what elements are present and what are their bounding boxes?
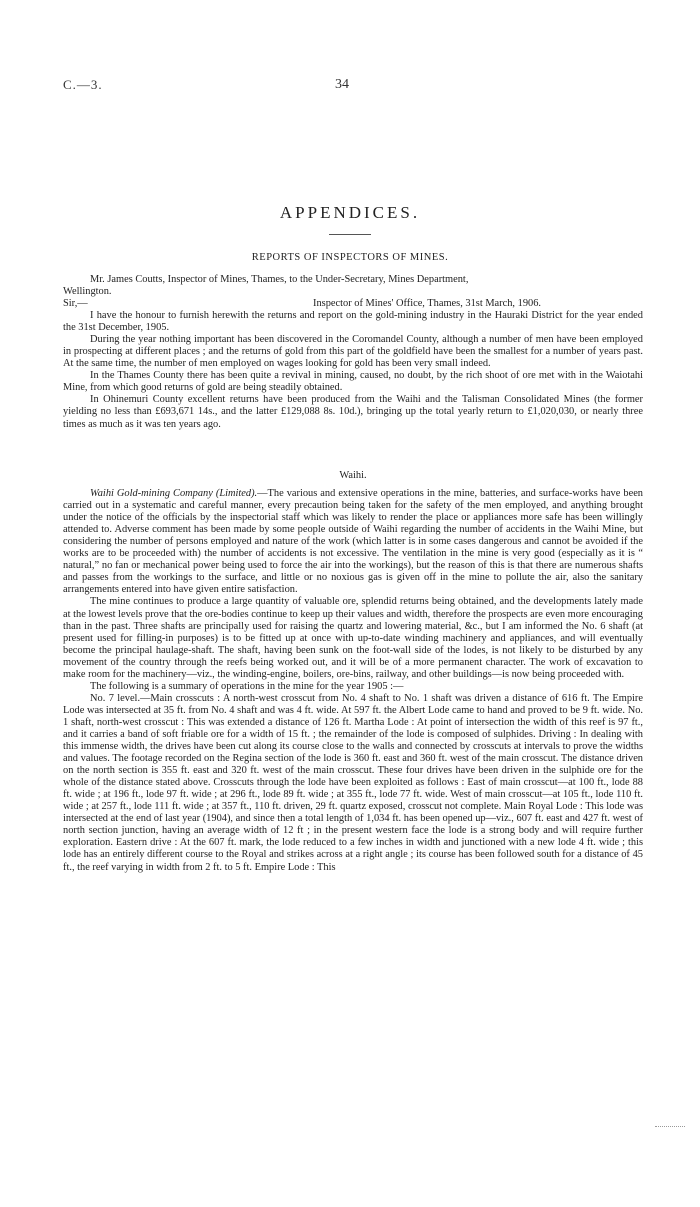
- section-heading: Waihi.: [339, 470, 367, 481]
- page-number: 34: [335, 77, 349, 92]
- company-name: Waihi Gold-mining Company (Limited).: [90, 488, 258, 500]
- section-subtitle: REPORTS OF INSPECTORS OF MINES.: [251, 252, 449, 263]
- salutation-row: [63, 298, 643, 310]
- office-dateline: Inspector of Mines' Office, Thames, 31st March, 1906.: [313, 298, 542, 310]
- report-body: [63, 274, 643, 431]
- intro-paragraph-3: In the Thames County there has been quite a revival in mining, caused, no doubt, by the rich shoot of ore met with in the Waiotahi Mine, from which good returns of gold are being steadily obtained.: [63, 370, 643, 394]
- intro-paragraph-2: During the year nothing important has been discovered in the Coromandel County, although a number of men have been employed in prospecting at different places ; and the returns of gold from this part of the goldfield have been the smallest for a number of years past. At the same time, the number of men employed on wages looking for gold has been very small indeed.: [63, 334, 643, 370]
- waihi-section: [63, 470, 643, 874]
- footer-mark: [655, 1126, 685, 1127]
- intro-paragraph-1: I have the honour to furnish herewith the returns and report on the gold-mining industry in the Hauraki District for the year ended the 31st December, 1905.: [63, 310, 643, 334]
- page-title: APPENDICES.: [279, 203, 421, 222]
- waihi-paragraph-2: The mine continues to produce a large quantity of valuable ore, splendid returns being obtained, and the developments lately made at the lowest levels prove that the ore-bodies continue to keep up their values and width, therefore the prospects are even more encouraging than in the past. Three shafts are principally used for raising the quartz and lowering material, &c., but I am informed the No. 6 shaft (at present used for filling-in purposes) is to be fitted up at once with up-to-date winding machinery and appliances, and will eventually become the principal haulage-shaft. The shaft, having been sunk on the foot-wall side of the lodes, is not likely to be disturbed by any movement of the country through the reefs being worked out, and it will be of a more permanent character. The work of excavation to make room for the machinery—viz., the winding-engine, boilers, ore-bins, railway, and other buildings—is now being proceeded with.: [63, 596, 643, 680]
- address-line-2: Wellington.: [63, 286, 112, 298]
- salutation: Sir,—: [63, 298, 88, 310]
- waihi-paragraph-1-text: —The various and extensive operations in the mine, batteries, and surface-works have been carried out in a systematic and careful manner, every precaution being taken for the safety of the men employed, and anything brought under the notice of the officials by the inspectorial staff which was likely to render the place or appliances more safe has been willingly attended to. Adverse comment has been made by some people outside of Waihi regarding the number of accidents in the Waihi Mine, but considering the number of persons employed and nature of the work (which latter is in some cases dangerous and cannot be avoided if the works are to be proceeded with) the number of accidents is not excessive. The ventilation in the mine is very good (especially as it is “ natural,” no fan or mechanical power being used to force the air into the workings), but the reason of this is that there are numerous shafts and passes from the workings to the surface, and little or no noxious gas is given off in the mine to pollute the air, also the sanitary arrangements entered into have given entire satisfaction.: [63, 488, 643, 596]
- title-divider: [329, 234, 371, 235]
- address-line: Mr. James Coutts, Inspector of Mines, Thames, to the Under-Secretary, Mines Department,: [90, 274, 469, 285]
- waihi-paragraph-1: [63, 488, 643, 596]
- intro-paragraph-4: In Ohinemuri County excellent returns have been produced from the Waihi and the Talisman Consolidated Mines (the former yielding no less than £693,671 14s., and the latter £129,088 8s. 10d.), bringing up the total yearly return to £1,020,030, or nearly three times as much as it was ten years ago.: [63, 394, 643, 430]
- waihi-paragraph-4: No. 7 level.—Main crosscuts : A north-west crosscut from No. 4 shaft to No. 1 shaft was driven a distance of 616 ft. The Empire Lode was intersected at 35 ft. from No. 4 shaft and was 4 ft. wide. At 597 ft. the Albert Lode came to hand and proved to be 9 ft. wide. No. 1 shaft, north-west crosscut : This was extended a distance of 126 ft. Martha Lode : At point of intersection the width of this reef is 97 ft., and it carries a band of soft friable ore for a width of 15 ft. ; the remainder of the lode is composed of sulphides. Driving : In dealing with this immense width, the drives have been cut along its course close to the walls and connected by crosscuts at intervals to prove the widths and values. The footage recorded on the Regina section of the lode is 360 ft. east and 360 ft. west of the main crosscut. The distance driven on the north section is 355 ft. east and 320 ft. west of the main crosscut. These four drives have been driven in the sulphide ore for the whole of the distance stated above. Crosscuts through the lode have been exploited as follows : East of main crosscut—at 100 ft., lode 88 ft. wide ; at 196 ft., lode 97 ft. wide ; at 296 ft., lode 89 ft. wide ; at 355 ft., lode 77 ft. wide. West of main crosscut—at 105 ft., lode 110 ft. wide ; at 257 ft., lode 111 ft. wide ; at 357 ft., 110 ft. driven, 29 ft. quartz exposed, crosscut not complete. Main Royal Lode : This lode was intersected at the end of last year (1904), and since then a total length of 1,034 ft. has been opened up—viz., 607 ft. east and 427 ft. west of north section junction, having an average width of 12 ft ; in the present western face the lode is a strong body and will require further exploration. Eastern drive : At the 607 ft. mark, the lode reduced to a few inches in width and junctioned with a new lode 4 ft. wide ; this lode has an entirely different course to the Royal and strikes across at a right angle ; its course has been followed south for a distance of 45 ft., the reef varying in width from 2 ft. to 5 ft. Empire Lode : This: [63, 692, 643, 873]
- waihi-paragraph-3: The following is a summary of operations in the mine for the year 1905 :—: [90, 680, 404, 692]
- page-code: C.—3.: [63, 77, 103, 92]
